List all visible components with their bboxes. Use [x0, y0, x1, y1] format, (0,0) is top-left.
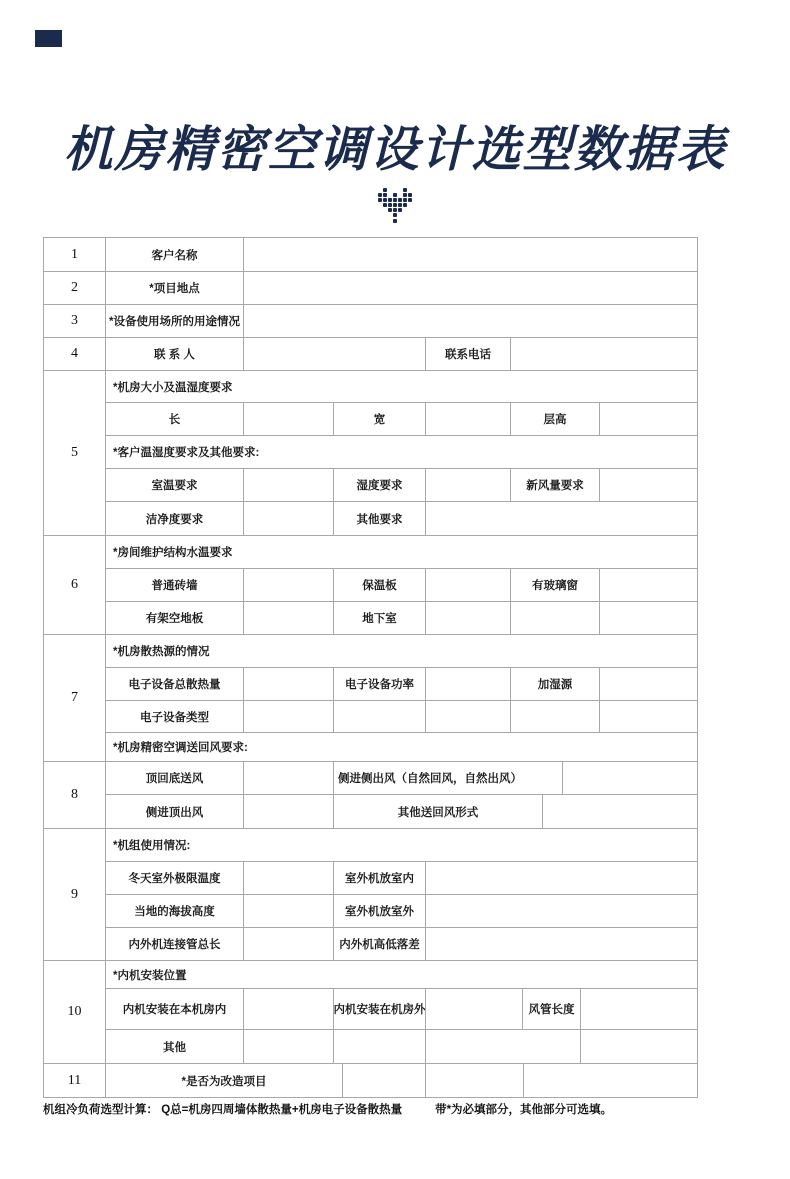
- label-side-in-top-out: 侧进顶出风: [106, 795, 244, 828]
- input-cell[interactable]: [426, 469, 511, 501]
- label-indoor-unit-outside-room: 内机安装在机房外: [334, 989, 426, 1029]
- label-glass-window: 有玻璃窗: [511, 569, 600, 601]
- input-cell[interactable]: [511, 701, 600, 732]
- label-floor-height: 层高: [511, 403, 600, 435]
- input-cell[interactable]: [543, 795, 697, 828]
- label-site-usage: *设备使用场所的用途情况: [106, 305, 244, 337]
- input-cell[interactable]: [426, 569, 511, 601]
- input-cell[interactable]: [511, 338, 697, 370]
- row-number: 7: [44, 635, 106, 761]
- input-cell[interactable]: [426, 928, 697, 960]
- table-row: [106, 403, 697, 436]
- table-row: [106, 733, 697, 761]
- footnote-required-note: 带*为必填部分，其他部分可选填。: [435, 1104, 613, 1116]
- table-row: [106, 569, 697, 602]
- label-cleanliness: 洁净度要求: [106, 502, 244, 535]
- input-cell[interactable]: [426, 1064, 524, 1097]
- input-cell[interactable]: [244, 928, 334, 960]
- footnote: [43, 1101, 773, 1117]
- table-band: [44, 338, 697, 371]
- section-header-room-size: *机房大小及温湿度要求: [113, 381, 233, 394]
- page-title: 机房精密空调设计选型数据表: [63, 123, 727, 177]
- input-cell[interactable]: [244, 862, 334, 894]
- input-cell[interactable]: [600, 602, 697, 634]
- table-row: [106, 961, 697, 989]
- input-cell[interactable]: [244, 668, 334, 700]
- table-band: [44, 1064, 697, 1097]
- table-band: [44, 305, 697, 338]
- table-row: [106, 862, 697, 895]
- input-cell[interactable]: [244, 238, 697, 271]
- input-cell[interactable]: [244, 1030, 334, 1063]
- row-number: 3: [44, 305, 106, 337]
- table-band: [44, 829, 697, 961]
- table-row: [106, 795, 697, 828]
- table-band: [44, 371, 697, 536]
- input-cell[interactable]: [244, 305, 697, 337]
- table-band: [44, 762, 697, 829]
- label-altitude: 当地的海拔高度: [106, 895, 244, 927]
- input-cell[interactable]: [600, 469, 697, 501]
- label-pipe-total-length: 内外机连接管总长: [106, 928, 244, 960]
- table-row: [106, 469, 697, 502]
- label-humidify-source: 加湿源: [511, 668, 600, 700]
- row-number: 4: [44, 338, 106, 370]
- label-outdoor-unit-outdoor: 室外机放室外: [334, 895, 426, 927]
- input-cell[interactable]: [600, 403, 697, 435]
- table-row: [106, 762, 697, 795]
- table-band: [44, 238, 697, 272]
- input-cell[interactable]: [244, 502, 334, 535]
- label-other-req: 其他要求: [334, 502, 426, 535]
- label-outdoor-unit-indoor: 室外机放室内: [334, 862, 426, 894]
- table-row: [106, 502, 697, 535]
- input-cell[interactable]: [600, 668, 697, 700]
- input-cell[interactable]: [244, 795, 334, 828]
- footnote-formula: 机组冷负荷选型计算： Q总=机房四周墙体散热量+机房电子设备散热量: [43, 1104, 403, 1116]
- label-length: 长: [106, 403, 244, 435]
- table-row: [106, 371, 697, 403]
- table-row: [106, 1030, 697, 1063]
- table-row: [106, 602, 697, 634]
- row-number: 10: [44, 961, 106, 1063]
- corner-mark: [35, 30, 62, 47]
- section-header-airflow: *机房精密空调送回风要求:: [113, 742, 248, 754]
- row-number: 5: [44, 371, 106, 535]
- table-row: [106, 272, 697, 304]
- input-cell[interactable]: [426, 989, 523, 1029]
- label-renovation-project: *是否为改造项目: [106, 1064, 343, 1097]
- section-header-wall-structure: *房间维护结构水温要求: [113, 547, 233, 559]
- input-cell[interactable]: [600, 569, 697, 601]
- row-number: 1: [44, 238, 106, 271]
- label-height-difference: 内外机高低落差: [334, 928, 426, 960]
- row-number: 11: [44, 1064, 106, 1097]
- input-cell[interactable]: [426, 602, 511, 634]
- label-winter-extreme-temp: 冬天室外极限温度: [106, 862, 244, 894]
- input-cell[interactable]: [426, 701, 511, 732]
- label-brick-wall: 普通砖墙: [106, 569, 244, 601]
- table-band: [44, 272, 697, 305]
- input-cell[interactable]: [511, 602, 600, 634]
- table-row: [106, 895, 697, 928]
- table-band: [44, 961, 697, 1064]
- input-cell[interactable]: [426, 502, 697, 535]
- input-cell[interactable]: [581, 989, 697, 1029]
- input-cell[interactable]: [563, 762, 697, 794]
- input-cell[interactable]: [244, 469, 334, 501]
- input-cell[interactable]: [426, 1030, 581, 1063]
- table-row: [106, 436, 697, 469]
- label-basement: 地下室: [334, 602, 426, 634]
- input-cell[interactable]: [244, 569, 334, 601]
- section-header-unit-usage: *机组使用情况:: [113, 840, 191, 852]
- table-row: [106, 989, 697, 1030]
- input-cell[interactable]: [334, 1030, 426, 1063]
- input-cell[interactable]: [426, 895, 697, 927]
- table-row: [106, 338, 697, 370]
- table-band: [44, 536, 697, 635]
- label-insulation-board: 保温板: [334, 569, 426, 601]
- table-row: [106, 701, 697, 733]
- input-cell[interactable]: [244, 895, 334, 927]
- section-header-indoor-unit-position: *内机安装位置: [113, 969, 187, 982]
- table-row: [106, 536, 697, 569]
- section-header-heat-sources: *机房散热源的情况: [113, 646, 210, 658]
- input-cell[interactable]: [244, 602, 334, 634]
- input-cell[interactable]: [244, 701, 334, 732]
- table-row: [106, 1064, 697, 1097]
- input-cell[interactable]: [244, 272, 697, 304]
- row-number: 8: [44, 762, 106, 828]
- label-other: 其他: [106, 1030, 244, 1063]
- selection-data-table: [43, 237, 698, 1098]
- table-row: [106, 635, 697, 668]
- label-side-in-side-out: 侧进侧出风（自然回风，自然出风）: [334, 762, 563, 794]
- label-fresh-air: 新风量要求: [511, 469, 600, 501]
- input-cell[interactable]: [524, 1064, 697, 1097]
- input-cell[interactable]: [244, 338, 426, 370]
- label-raised-floor: 有架空地板: [106, 602, 244, 634]
- table-row: [106, 305, 697, 337]
- label-contact-person: 联 系 人: [106, 338, 244, 370]
- input-cell[interactable]: [343, 1064, 426, 1097]
- table-row: [106, 928, 697, 960]
- row-number: 9: [44, 829, 106, 960]
- label-contact-phone: 联系电话: [426, 338, 511, 370]
- label-duct-length: 风管长度: [523, 989, 581, 1029]
- brand-logo-icon: [0, 188, 790, 224]
- input-cell[interactable]: [581, 1030, 697, 1063]
- label-device-type: 电子设备类型: [106, 701, 244, 732]
- label-other-airflow: 其他送回风形式: [334, 795, 543, 828]
- label-device-power: 电子设备功率: [334, 668, 426, 700]
- label-humidity: 湿度要求: [334, 469, 426, 501]
- input-cell[interactable]: [426, 862, 697, 894]
- row-number: 2: [44, 272, 106, 304]
- label-customer-name: 客户名称: [106, 238, 244, 271]
- label-total-heat: 电子设备总散热量: [106, 668, 244, 700]
- input-cell[interactable]: [244, 762, 334, 794]
- input-cell[interactable]: [244, 989, 334, 1029]
- input-cell[interactable]: [426, 403, 511, 435]
- section-header-temp-humidity: *客户温湿度要求及其他要求:: [113, 447, 260, 459]
- label-top-return-bottom-supply: 顶回底送风: [106, 762, 244, 794]
- label-project-location: *项目地点: [106, 272, 244, 304]
- table-row: [106, 829, 697, 862]
- table-row: [106, 238, 697, 271]
- input-cell[interactable]: [244, 403, 334, 435]
- label-room-temp: 室温要求: [106, 469, 244, 501]
- table-row: [106, 668, 697, 701]
- input-cell[interactable]: [426, 668, 511, 700]
- input-cell[interactable]: [600, 701, 697, 732]
- row-number: 6: [44, 536, 106, 634]
- label-width: 宽: [334, 403, 426, 435]
- input-cell[interactable]: [334, 701, 426, 732]
- label-indoor-unit-in-room: 内机安装在本机房内: [106, 989, 244, 1029]
- table-band: [44, 635, 697, 762]
